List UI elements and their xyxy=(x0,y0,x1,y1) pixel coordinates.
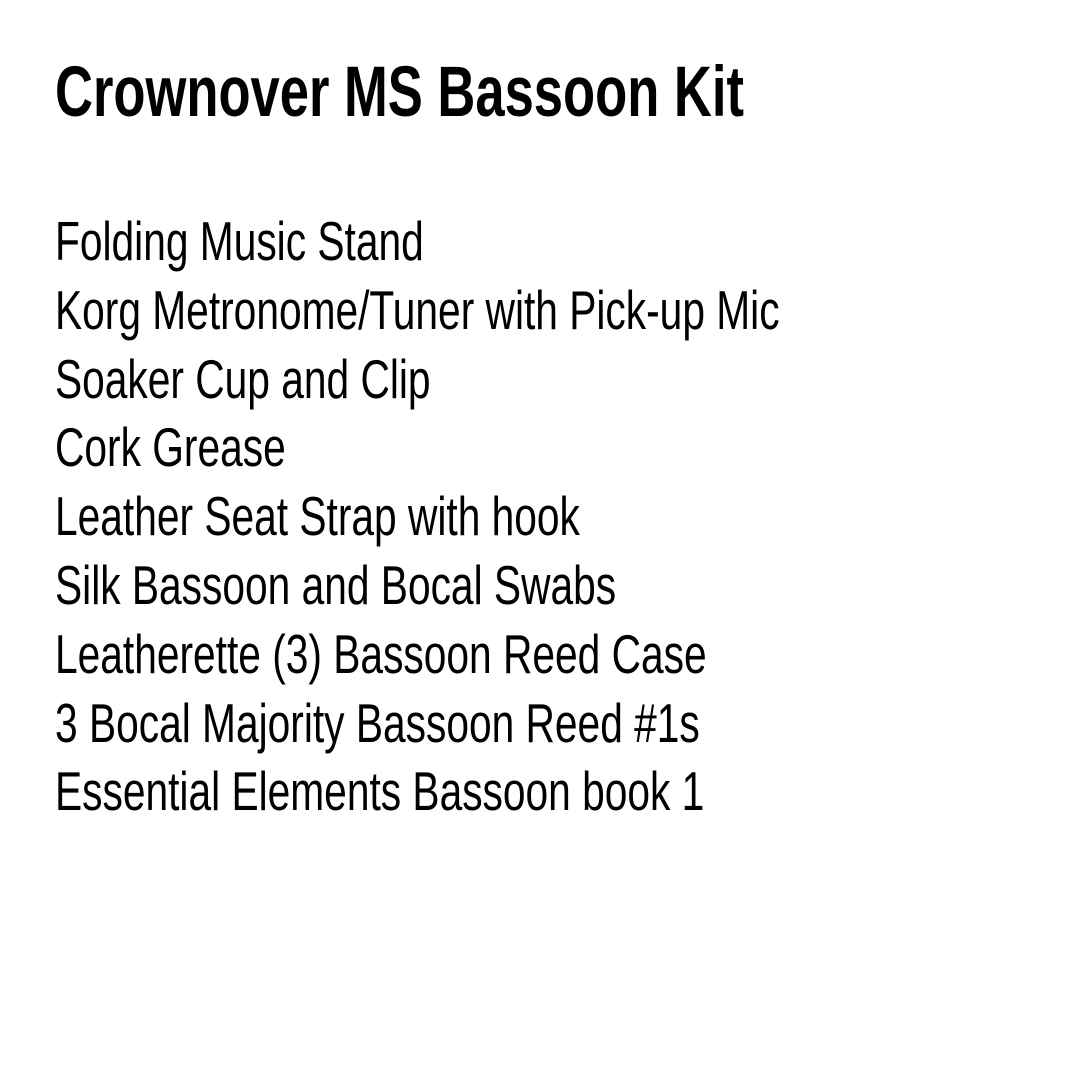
kit-item-label: Cork Grease xyxy=(55,416,286,479)
kit-item xyxy=(55,413,1080,482)
kit-item xyxy=(55,207,1080,276)
kit-item-list xyxy=(55,207,1080,826)
page-title xyxy=(55,53,1080,133)
kit-item xyxy=(55,620,1080,689)
kit-item xyxy=(55,551,1080,620)
kit-item-label: Silk Bassoon and Bocal Swabs xyxy=(55,553,617,616)
kit-item xyxy=(55,482,1080,551)
kit-item xyxy=(55,689,1080,758)
page-title-text: Crownover MS Bassoon Kit xyxy=(55,53,744,132)
kit-item-label: Korg Metronome/Tuner with Pick-up Mic xyxy=(55,278,780,341)
kit-item xyxy=(55,345,1080,414)
kit-item xyxy=(55,757,1080,826)
kit-item-label: Folding Music Stand xyxy=(55,210,424,272)
kit-item-label: Leather Seat Strap with hook xyxy=(55,485,580,548)
kit-item-label: Essential Elements Bassoon book 1 xyxy=(55,760,705,823)
kit-item-label: Leatherette (3) Bassoon Reed Case xyxy=(55,622,707,685)
kit-item-label: Soaker Cup and Clip xyxy=(55,347,431,410)
kit-item xyxy=(55,276,1080,345)
kit-item-label: 3 Bocal Majority Bassoon Reed #1s xyxy=(55,691,700,754)
